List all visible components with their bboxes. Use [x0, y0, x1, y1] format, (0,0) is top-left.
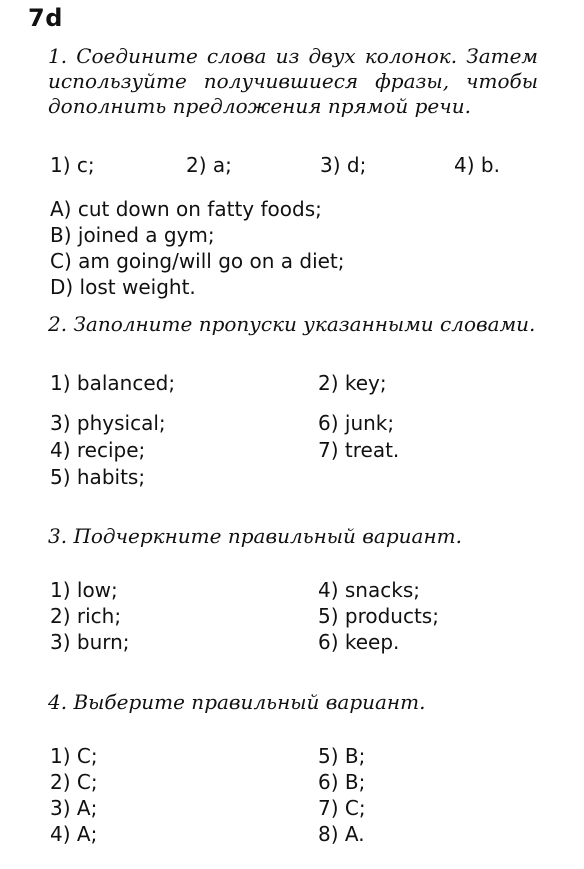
task-4-answer-2: 2) C;: [50, 770, 98, 794]
task-2-answer-7: 7) treat.: [318, 438, 400, 462]
task-1-match-1: 1) c;: [50, 153, 95, 177]
task-2-answer-1: 1) balanced;: [50, 371, 176, 395]
task-3-answer-5: 5) products;: [318, 604, 439, 628]
task-2-answer-3: 3) physical;: [50, 411, 166, 435]
task-1-phrase-a: A) cut down on fatty foods;: [50, 197, 322, 221]
task-3-answer-6: 6) keep.: [318, 630, 400, 654]
task-4-answer-7: 7) C;: [318, 796, 366, 820]
task-1-match-2: 2) a;: [186, 153, 232, 177]
task-4-answer-1: 1) C;: [50, 744, 98, 768]
task-2-answer-6: 6) junk;: [318, 411, 395, 435]
task-3-answer-2: 2) rich;: [50, 604, 122, 628]
task-2-answer-5: 5) habits;: [50, 465, 146, 489]
task-3-answer-1: 1) low;: [50, 578, 118, 602]
task-1-match-4: 4) b.: [454, 153, 500, 177]
task-3-answer-4: 4) snacks;: [318, 578, 420, 602]
task-2-answer-2: 2) key;: [318, 371, 387, 395]
task-1-phrase-d: D) lost weight.: [50, 275, 196, 299]
task-3-answer-3: 3) burn;: [50, 630, 130, 654]
task-4-answer-5: 5) B;: [318, 744, 366, 768]
task-4-answer-4: 4) A;: [50, 822, 98, 846]
task-4-answer-6: 6) B;: [318, 770, 366, 794]
task-1-phrase-b: B) joined a gym;: [50, 223, 215, 247]
task-4-answer-8: 8) A.: [318, 822, 365, 846]
unit-label: 7d: [28, 4, 63, 32]
task-2-answer-4: 4) recipe;: [50, 438, 146, 462]
task-1-match-3: 3) d;: [320, 153, 367, 177]
task-1-instruction: 1. Соедините слова из двух колонок. Затем используйте получившиеся фразы, чтобы дополнить предложения прямой речи.: [48, 44, 538, 118]
task-1-phrase-c: C) am going/will go on a diet;: [50, 249, 345, 273]
task-3-instruction: 3. Подчеркните правильный вариант.: [48, 524, 462, 548]
task-4-answer-3: 3) A;: [50, 796, 98, 820]
task-4-instruction: 4. Выберите правильный вариант.: [48, 690, 426, 714]
task-2-instruction: 2. Заполните пропуски указанными словами.: [48, 312, 536, 336]
